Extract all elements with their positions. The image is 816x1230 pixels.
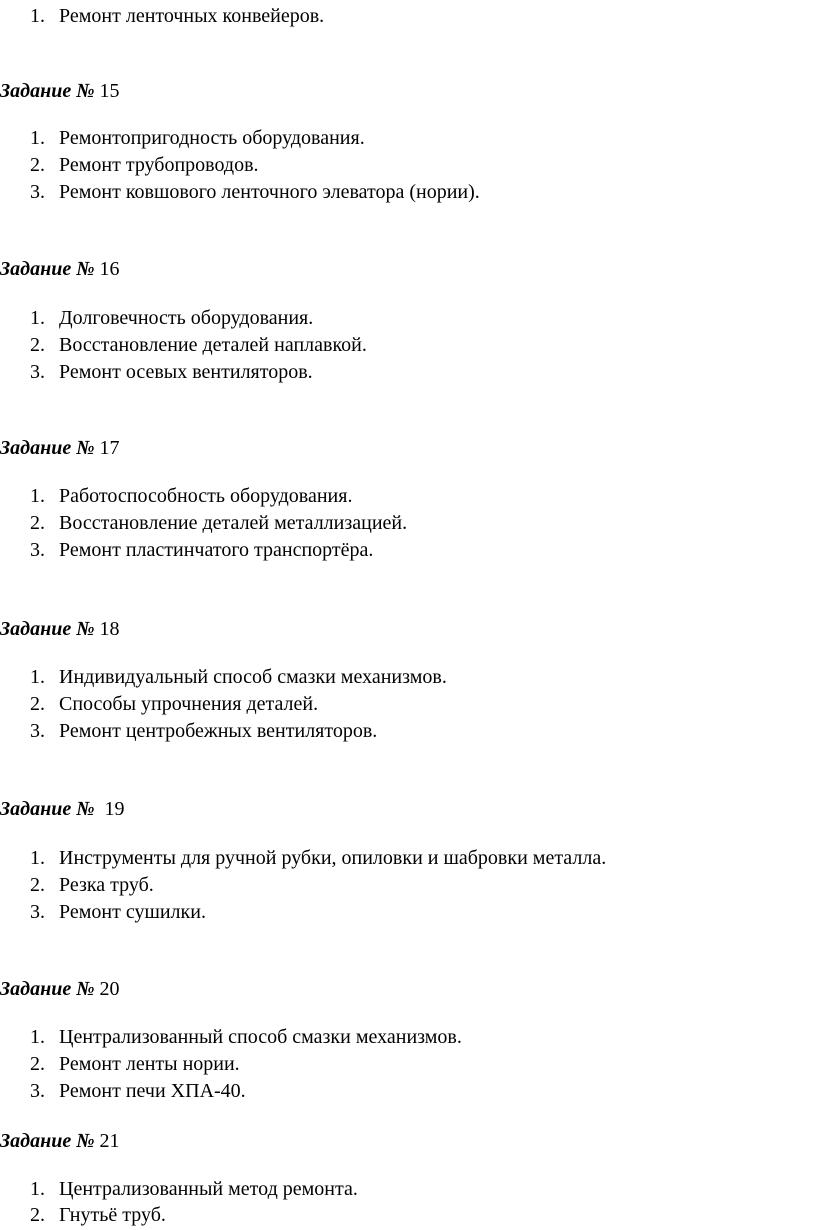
list-item-text: Восстановление деталей металлизацией.: [59, 512, 408, 534]
section-heading-number: 19: [99, 798, 125, 820]
list-item-text: Ремонт центробежных вентиляторов.: [59, 720, 378, 742]
list-item-text: Ремонт сушилки.: [59, 901, 206, 923]
section-heading: [0, 977, 120, 1001]
list-item-number: 2.: [30, 1204, 45, 1226]
list-item: [30, 692, 318, 716]
list-item: [30, 846, 606, 870]
list-item-text: Инструменты для ручной рубки, опиловки и шабровки металла.: [59, 847, 607, 869]
section-heading-number: 18: [99, 618, 120, 640]
section-heading: [0, 257, 120, 281]
section-heading-label: Задание №: [0, 1130, 95, 1152]
list-item-text: Ремонт ленточных конвейеров.: [59, 5, 325, 27]
list-item-number: 2.: [30, 693, 45, 715]
section-heading: [0, 436, 120, 460]
list-item: [30, 900, 206, 924]
list-item-number: 2.: [30, 154, 45, 176]
list-item-text: Ремонт ленты нории.: [59, 1053, 240, 1075]
list-item-number: 1.: [30, 1026, 45, 1048]
list-item: [30, 360, 313, 384]
list-item-number: 1.: [30, 5, 45, 27]
section-heading-label: Задание №: [0, 80, 95, 102]
list-item-number: 2.: [30, 512, 45, 534]
list-item-text: Ремонтопригодность оборудования.: [59, 127, 365, 149]
list-item: [30, 153, 259, 177]
list-item-number: 3.: [30, 181, 45, 203]
list-item-text: Индивидуальный способ смазки механизмов.: [59, 666, 447, 688]
list-item-text: Централизованный способ смазки механизмов.: [59, 1026, 462, 1048]
list-item-number: 2.: [30, 874, 45, 896]
section-heading: [0, 1129, 120, 1153]
list-item: [30, 719, 377, 743]
list-item-number: 3.: [30, 1080, 45, 1102]
list-item-number: 1.: [30, 127, 45, 149]
list-item-number: 1.: [30, 307, 45, 329]
list-item: [30, 4, 324, 28]
list-item: [30, 1052, 240, 1076]
list-item-text: Ремонт ковшового ленточного элеватора (нории).: [59, 181, 480, 203]
list-item: [30, 484, 352, 508]
section-heading-number: 15: [99, 80, 120, 102]
section-heading-number: 21: [99, 1130, 120, 1152]
list-item-number: 2.: [30, 334, 45, 356]
list-item: [30, 1025, 462, 1049]
list-item: [30, 538, 373, 562]
list-item-text: Гнутьё труб.: [59, 1204, 166, 1226]
list-item: [30, 333, 367, 357]
list-item-text: Работоспособность оборудования.: [59, 485, 353, 507]
list-item-number: 1.: [30, 666, 45, 688]
list-item-number: 3.: [30, 901, 45, 923]
list-item-text: Долговечность оборудования.: [59, 307, 314, 329]
section-heading: [0, 797, 125, 821]
list-item-number: 2.: [30, 1053, 45, 1075]
list-item-text: Ремонт трубопроводов.: [59, 154, 259, 176]
list-item: [30, 511, 407, 535]
section-heading-number: 20: [99, 978, 120, 1000]
section-heading-label: Задание №: [0, 618, 95, 640]
list-item: [30, 1177, 358, 1201]
list-item-number: 1.: [30, 485, 45, 507]
section-heading: [0, 617, 120, 641]
list-item: [30, 665, 447, 689]
list-item-number: 3.: [30, 361, 45, 383]
list-item-number: 3.: [30, 720, 45, 742]
list-item-text: Ремонт печи ХПА-40.: [59, 1080, 246, 1102]
list-item-text: Способы упрочнения деталей.: [59, 693, 319, 715]
section-heading-label: Задание №: [0, 978, 95, 1000]
list-item: [30, 126, 365, 150]
list-item-text: Резка труб.: [59, 874, 154, 896]
section-heading-label: Задание №: [0, 258, 95, 280]
list-item-number: 1.: [30, 1178, 45, 1200]
list-item-text: Восстановление деталей наплавкой.: [59, 334, 367, 356]
section-heading-label: Задание №: [0, 798, 95, 820]
section-heading: [0, 79, 120, 103]
list-item-text: Централизованный метод ремонта.: [59, 1178, 358, 1200]
section-heading-number: 16: [99, 258, 120, 280]
list-item: [30, 1203, 166, 1227]
section-heading-label: Задание №: [0, 437, 95, 459]
list-item: [30, 180, 480, 204]
list-item: [30, 873, 154, 897]
list-item-text: Ремонт осевых вентиляторов.: [59, 361, 313, 383]
section-heading-number: 17: [99, 437, 120, 459]
list-item: [30, 306, 313, 330]
list-item: [30, 1079, 246, 1103]
list-item-number: 1.: [30, 847, 45, 869]
list-item-number: 3.: [30, 539, 45, 561]
list-item-text: Ремонт пластинчатого транспортёра.: [59, 539, 374, 561]
